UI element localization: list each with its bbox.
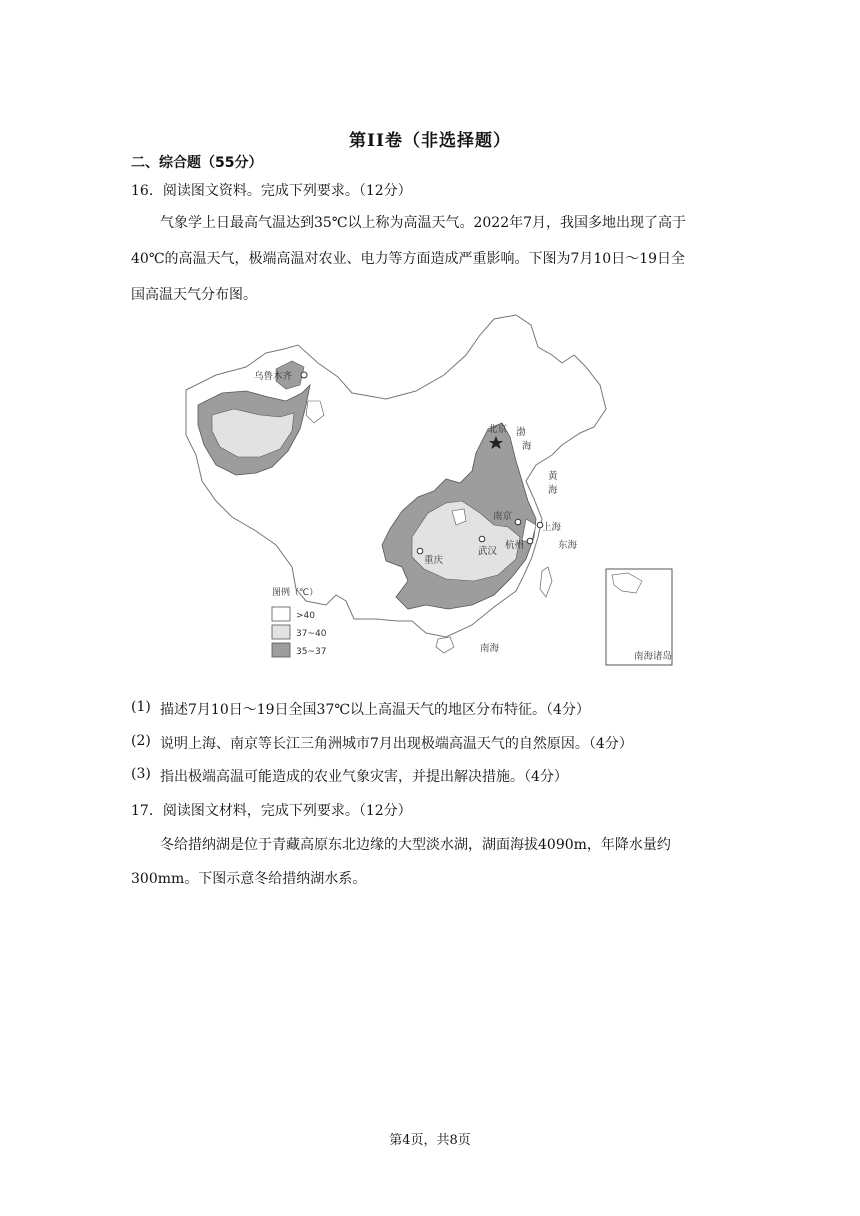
label-beijing: 北京 <box>488 424 508 435</box>
label-hangzhou: 杭州 <box>505 540 525 551</box>
legend-label-over-40: >40 <box>296 611 315 621</box>
label-chongqing: 重庆 <box>424 555 444 566</box>
legend-label-37-40: 37~40 <box>296 629 327 639</box>
q16-sub-1-number: (1) <box>131 699 151 715</box>
q16-paragraph-line-1: 气象学上日最高气温达到35℃以上称为高温天气。2022年7月，我国多地出现了高于 <box>160 215 687 231</box>
question-17-heading: 17．阅读图文材料，完成下列要求。（12分） <box>131 803 412 819</box>
legend-swatch-35-37 <box>272 643 290 657</box>
q16-sub-3-text: 指出极端高温可能造成的农业气象灾害，并提出解决措施。（4分） <box>160 769 568 785</box>
label-huanghai-1: 黄 <box>548 471 558 482</box>
legend-swatch-37-40 <box>272 625 290 639</box>
urumqi-marker <box>301 372 307 378</box>
label-urumqi: 乌鲁木齐 <box>254 371 293 382</box>
label-bohai-1: 渤 <box>516 427 526 438</box>
page-footer: 第4页，共8页 <box>389 1133 471 1148</box>
label-shanghai: 上海 <box>542 522 562 533</box>
label-huanghai-2: 海 <box>548 485 558 496</box>
label-bohai-2: 海 <box>522 441 532 452</box>
q16-paragraph-line-3: 国高温天气分布图。 <box>131 287 257 303</box>
page-title: 第II卷（非选择题） <box>349 131 511 151</box>
taiwan <box>540 567 552 597</box>
question-16-heading: 16．阅读图文资料。完成下列要求。（12分） <box>131 183 412 199</box>
inset-label: 南海诸岛 <box>634 651 673 662</box>
label-wuhan: 武汉 <box>478 546 498 557</box>
section-heading: 二、综合题（55分） <box>131 155 263 171</box>
legend-title: 图例（℃） <box>272 588 319 598</box>
nanjing-marker <box>515 519 521 525</box>
q16-sub-2-number: (2) <box>131 733 151 749</box>
chongqing-marker <box>417 548 423 554</box>
wuhan-marker <box>479 536 485 542</box>
q16-sub-3-number: (3) <box>131 766 151 782</box>
high-temperature-map <box>176 305 676 670</box>
label-nanjing: 南京 <box>493 511 513 522</box>
hainan <box>436 637 454 653</box>
label-donghai: 东海 <box>558 540 578 551</box>
legend-label-35-37: 35~37 <box>296 647 327 657</box>
q16-sub-2-text: 说明上海、南京等长江三角洲城市7月出现极端高温天气的自然原因。（4分） <box>160 736 633 752</box>
label-nanhai: 南海 <box>480 643 500 654</box>
q16-sub-1-text: 描述7月10日～19日全国37℃以上高温天气的地区分布特征。（4分） <box>160 702 590 718</box>
hangzhou-marker <box>527 538 533 544</box>
q17-paragraph-line-1: 冬给措纳湖是位于青藏高原东北边缘的大型淡水湖，湖面海拔4090m，年降水量约 <box>160 837 671 853</box>
legend-swatch-over-40 <box>272 607 290 621</box>
q16-paragraph-line-2: 40℃的高温天气，极端高温对农业、电力等方面造成严重影响。下图为7月10日～19日全 <box>131 251 686 267</box>
q17-paragraph-line-2: 300mm。下图示意冬给措纳湖水系。 <box>131 871 367 887</box>
